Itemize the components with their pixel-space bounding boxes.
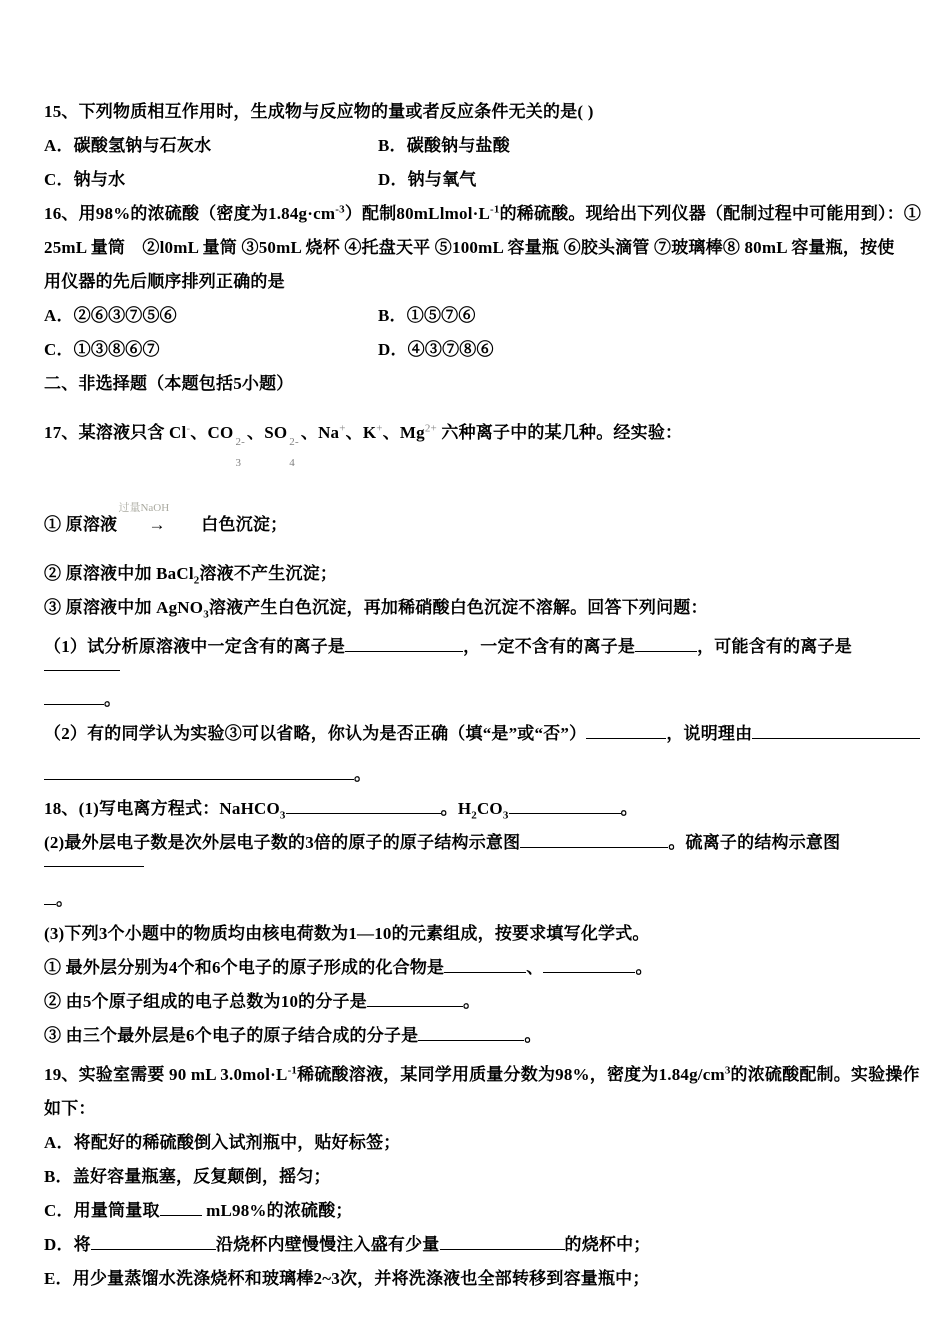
text-run: （1）试分析原溶液中一定含有的离子是: [44, 637, 346, 656]
q15-options-cd: [44, 170, 924, 189]
fill-in-blank-line: [91, 1235, 216, 1250]
fill-in-blank-line: [520, 833, 668, 848]
section2-header: [44, 374, 924, 393]
ion-superscript: 2-: [289, 436, 299, 448]
superscript: -3: [335, 203, 345, 216]
fill-in-blank-line: [444, 958, 526, 973]
text-run: A．将配好的稀硫酸倒入试剂瓶中，贴好标签；: [44, 1133, 401, 1152]
reaction-arrow: [118, 502, 179, 534]
q16-options-ab-left: [44, 306, 378, 325]
q16-stem-line2: [44, 238, 924, 257]
text-run: 、SO: [247, 423, 288, 442]
q19-step-a: [44, 1133, 924, 1152]
text-run: 。H: [440, 799, 472, 818]
text-run: 。: [104, 690, 122, 709]
q18-part3: [44, 924, 924, 943]
q15-options-ab-left: [44, 136, 378, 155]
text-run: A．②⑥③⑦⑤⑥: [44, 306, 177, 325]
text-run: 、CO: [190, 423, 234, 442]
superscript: +: [376, 422, 383, 435]
text-run: 的烧杯中；: [564, 1235, 651, 1254]
q18-part3-item2: [44, 992, 924, 1011]
superscript: 3: [724, 1064, 731, 1077]
text-run: 溶液产生白色沉淀，再加稀硝酸白色沉淀不溶解。回答下列问题：: [208, 598, 708, 617]
text-run: 。: [354, 765, 372, 784]
fill-in-blank-line: [44, 852, 144, 867]
q17-exp2: [44, 564, 924, 587]
q17-sub2-cont: [44, 765, 924, 784]
text-run: 。硫离子的结构示意图: [668, 833, 841, 852]
text-run: 溶液不产生沉淀；: [199, 564, 338, 583]
q19-stem-line2: [44, 1099, 924, 1118]
q17-exp1: [44, 502, 924, 534]
superscript: -: [186, 422, 191, 435]
text-run: ，说明理由: [666, 724, 753, 743]
text-run: ② 由5个原子组成的电子总数为10的分子是: [44, 992, 367, 1011]
text-run: 用仪器的先后顺序排列正确的是: [44, 272, 285, 291]
arrow-glyph: →: [148, 515, 166, 534]
q16-options-ab: [44, 306, 924, 325]
text-run: 。: [56, 890, 74, 909]
text-run: 沿烧杯内壁慢慢注入盛有少量: [215, 1235, 440, 1254]
q18-part2: [44, 833, 924, 871]
text-run: 。: [620, 799, 638, 818]
text-run: 18、(1)写电离方程式：NaHCO: [44, 799, 280, 818]
text-run: mL98%的浓硫酸；: [201, 1201, 353, 1220]
q15-options-cd-right: [378, 170, 924, 189]
text-run: ，可能含有的离子是: [697, 637, 852, 656]
text-run: 17、某溶液只含 Cl: [44, 423, 187, 442]
text-run: 二、非选择题（本题包括5小题）: [44, 374, 294, 393]
q19-step-d: [44, 1235, 924, 1254]
text-run: 。: [635, 958, 653, 977]
fill-in-blank-line: [44, 890, 56, 905]
text-run: ）配制80mLlmol·L: [344, 204, 491, 223]
text-run: ② 原溶液中加 BaCl: [44, 564, 194, 583]
text-run: C．①③⑧⑥⑦: [44, 340, 160, 359]
q19-step-b: [44, 1167, 924, 1186]
text-run: 16、用98%的浓硫酸（密度为1.84g·cm: [44, 204, 336, 223]
text-run: E．用少量蒸馏水洗涤烧杯和玻璃棒2~3次，并将洗涤液也全部转移到容量瓶中；: [44, 1269, 650, 1288]
q19-stem-line1: [44, 1065, 924, 1084]
ion-subscript: 4: [289, 457, 295, 469]
fill-in-blank-line: [752, 724, 920, 739]
text-run: 。: [524, 1026, 542, 1045]
subscript: 3: [203, 608, 209, 621]
text-run: 19、实验室需要 90 mL 3.0mol·L: [44, 1065, 288, 1084]
text-run: D．钠与氧气: [378, 170, 477, 189]
q15-options-ab: [44, 136, 924, 155]
fill-in-blank-line: [160, 1201, 202, 1216]
q17-sub1-cont: [44, 690, 924, 709]
fill-in-blank-line: [44, 765, 354, 780]
text-run: A．碳酸氢钠与石灰水: [44, 136, 212, 155]
text-run: D．将: [44, 1235, 91, 1254]
q16-stem-line3: [44, 272, 924, 291]
ion-charge-scripts: [235, 437, 245, 469]
fill-in-blank-line: [440, 1235, 565, 1250]
superscript: 2+: [424, 422, 437, 435]
text-run: 。: [462, 992, 481, 1011]
subscript: 2: [471, 809, 477, 822]
text-run: 白色沉淀；: [179, 515, 288, 534]
exam-document-body: [44, 102, 924, 1288]
arrow-condition-label: 过量NaOH: [118, 502, 170, 514]
text-run: 、K: [345, 423, 377, 442]
q17-sub2: [44, 724, 924, 743]
fill-in-blank-line: [543, 958, 635, 973]
q19-step-c: [44, 1201, 924, 1220]
fill-in-blank-line: [635, 637, 697, 652]
text-run: 、: [526, 958, 544, 977]
fill-in-blank-line: [509, 799, 621, 814]
text-run: D．④③⑦⑧⑥: [378, 340, 494, 359]
q16-options-cd: [44, 340, 924, 359]
fill-in-blank-line: [418, 1026, 524, 1041]
text-run: ① 原溶液: [44, 515, 135, 534]
text-run: (2)最外层电子数是次外层电子数的3倍的原子的原子结构示意图: [44, 833, 521, 852]
subscript: 3: [279, 809, 286, 822]
text-run: ，一定不含有的离子是: [463, 637, 636, 656]
q16-options-cd-left: [44, 340, 378, 359]
q15-stem: [44, 102, 924, 121]
q17-sub1: [44, 637, 924, 675]
q16-options-ab-right: [378, 306, 924, 325]
ion-charge-scripts: [289, 437, 299, 469]
ion-subscript: 3: [235, 457, 242, 469]
text-run: B．碳酸钠与盐酸: [378, 136, 510, 155]
fill-in-blank-line: [345, 637, 463, 652]
fill-in-blank-line: [367, 992, 463, 1007]
q15-options-ab-right: [378, 136, 924, 155]
fill-in-blank-line: [44, 656, 120, 671]
subscript: 3: [502, 809, 509, 822]
text-run: 、Na: [300, 423, 340, 442]
superscript: -1: [287, 1064, 298, 1077]
text-run: 的浓硫酸配制。实验操作: [730, 1065, 920, 1084]
text-run: C．钠与水: [44, 170, 126, 189]
q19-step-e: [44, 1269, 924, 1288]
q16-options-cd-right: [378, 340, 924, 359]
text-run: 、Mg: [382, 423, 425, 442]
text-run: 的稀硫酸。现给出下列仪器（配制过程中可能用到）：①: [499, 204, 922, 223]
q17-stem: [44, 423, 924, 469]
q18-part1: [44, 799, 924, 822]
text-run: B．盖好容量瓶塞，反复颠倒，摇匀；: [44, 1167, 331, 1186]
text-run: C．用量筒量取: [44, 1201, 160, 1220]
text-run: ③ 由三个最外层是6个电子的原子结合成的分子是: [44, 1026, 419, 1045]
text-run: ① 最外层分别为4个和6个电子的原子形成的化合物是: [44, 958, 445, 977]
q18-part3-item1: [44, 958, 924, 977]
q16-stem-line1: [44, 204, 924, 223]
text-run: CO: [476, 799, 503, 818]
superscript: +: [339, 422, 346, 435]
text-run: 25mL 量筒 ②l0mL 量筒 ③50mL 烧杯 ④托盘天平 ⑤100mL 容量瓶 ⑥胶头滴管 ⑦玻璃棒⑧ 80mL 容量瓶，按使: [44, 238, 895, 257]
text-run: 如下：: [44, 1099, 96, 1118]
text-run: ③ 原溶液中加 AgNO: [44, 598, 204, 617]
text-run: 六种离子中的某几种。经实验：: [436, 423, 683, 442]
subscript: 2: [193, 574, 200, 587]
fill-in-blank-line: [286, 799, 441, 814]
fill-in-blank-line: [44, 690, 104, 705]
fill-in-blank-line: [586, 724, 666, 739]
q15-options-cd-left: [44, 170, 378, 189]
text-run: B．①⑤⑦⑥: [378, 306, 476, 325]
q18-part3-item3: [44, 1026, 924, 1045]
superscript: -1: [490, 203, 500, 216]
text-run: (3)下列3个小题中的物质均由核电荷数为1—10的元素组成，按要求填写化学式。: [44, 924, 650, 943]
text-run: 稀硫酸溶液，某同学用质量分数为98%，密度为1.84g/cm: [297, 1065, 725, 1084]
text-run: （2）有的同学认为实验③可以省略，你认为是否正确（填“是”或“否”）: [44, 724, 587, 743]
q18-part2-cont: [44, 890, 924, 909]
q17-exp3: [44, 598, 924, 621]
text-run: 15、下列物质相互作用时，生成物与反应物的量或者反应条件无关的是( ): [44, 102, 594, 121]
ion-superscript: 2-: [235, 436, 246, 448]
